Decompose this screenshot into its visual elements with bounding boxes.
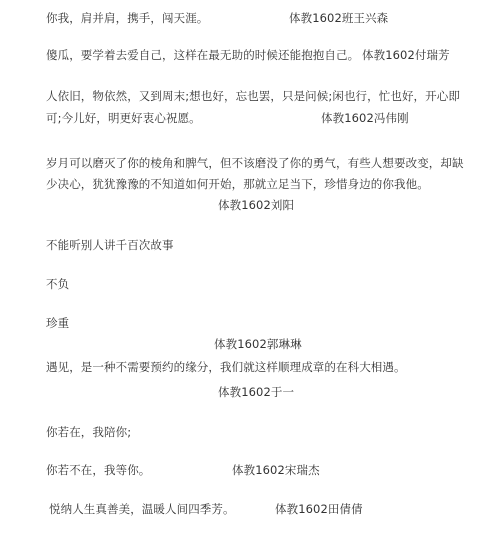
- entry-4-author: 体教1602刘阳: [218, 198, 295, 212]
- entry-3-line-1: 人依旧，物依然，又到周末;想也好，忘也罢，只是问候;闲也行，忙也好，开心即: [46, 89, 460, 103]
- entry-5-line-3: 珍重: [46, 316, 70, 330]
- entry-5-line-2: 不负: [46, 277, 70, 291]
- entry-2-author: 体教1602付瑞芳: [362, 48, 450, 62]
- entry-2-text: 傻瓜，要学着去爱自己，这样在最无助的时候还能抱抱自己。: [46, 48, 360, 62]
- entry-8-author: 体教1602宋瑞杰: [232, 463, 320, 477]
- entry-9-author: 体教1602田倩倩: [275, 502, 363, 516]
- entry-5-author: 体教1602郭琳琳: [214, 337, 302, 351]
- entry-1-author: 体教1602班王兴森: [289, 11, 389, 25]
- entry-6-author: 体教1602于一: [218, 385, 295, 399]
- entry-7-text: 你若在，我陪你;: [46, 425, 132, 439]
- entry-4-line-1: 岁月可以磨灭了你的棱角和脾气，但不该磨没了你的勇气，有些人想要改变，却缺: [46, 156, 464, 170]
- entry-3-line-2: 可;今儿好，明更好衷心祝愿。: [46, 111, 201, 125]
- entry-1-text: 你我，肩并肩，携手，闯天涯。: [46, 11, 209, 25]
- entry-5-line-1: 不能听别人讲千百次故事: [46, 238, 174, 252]
- entry-3-author: 体教1602冯伟刚: [321, 111, 409, 125]
- entry-9-text: 悦纳人生真善美，温暖人间四季芳。: [49, 502, 235, 516]
- entry-4-line-2: 少决心，犹犹豫豫的不知道如何开始，那就立足当下，珍惜身边的你我他。: [46, 177, 429, 191]
- entry-8-text: 你若不在，我等你。: [46, 463, 151, 477]
- entry-6-text: 遇见，是一种不需要预约的缘分，我们就这样顺理成章的在科大相遇。: [46, 360, 406, 374]
